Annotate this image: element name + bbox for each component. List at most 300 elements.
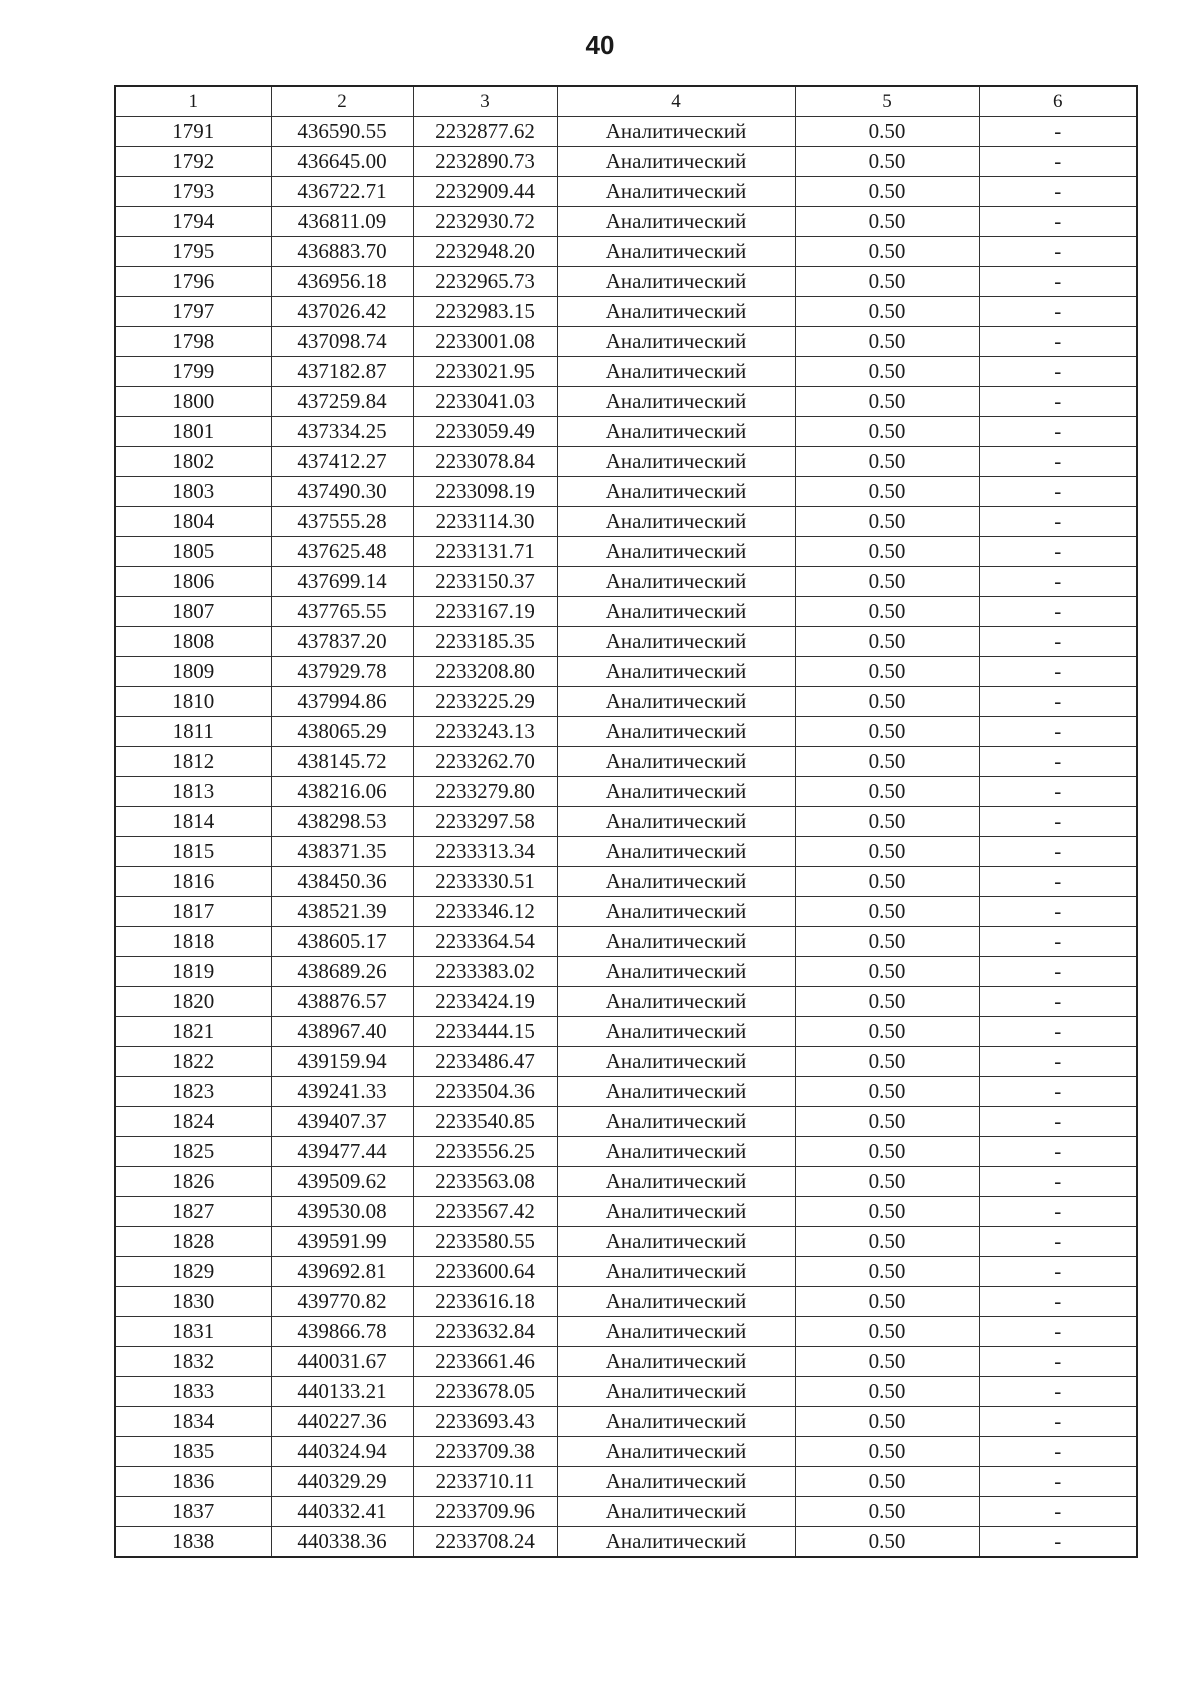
accuracy-cell: 0.50 — [795, 1257, 979, 1287]
y-coordinate-cell: 2233632.84 — [413, 1317, 557, 1347]
accuracy-cell: 0.50 — [795, 957, 979, 987]
table-row — [115, 297, 1137, 327]
accuracy-cell: 0.50 — [795, 687, 979, 717]
method-cell: Аналитический — [557, 1497, 795, 1527]
method-cell: Аналитический — [557, 297, 795, 327]
accuracy-cell: 0.50 — [795, 927, 979, 957]
table-row — [115, 567, 1137, 597]
method-cell: Аналитический — [557, 1197, 795, 1227]
table-row — [115, 687, 1137, 717]
table-row — [115, 1137, 1137, 1167]
x-coordinate-cell: 438065.29 — [271, 717, 413, 747]
method-cell: Аналитический — [557, 1467, 795, 1497]
point-number-cell: 1811 — [115, 717, 271, 747]
point-number-cell: 1828 — [115, 1227, 271, 1257]
table-row — [115, 807, 1137, 837]
point-number-cell: 1800 — [115, 387, 271, 417]
y-coordinate-cell: 2233563.08 — [413, 1167, 557, 1197]
method-cell: Аналитический — [557, 1527, 795, 1558]
point-number-cell: 1805 — [115, 537, 271, 567]
note-cell: - — [979, 237, 1137, 267]
note-cell: - — [979, 1407, 1137, 1437]
y-coordinate-cell: 2233678.05 — [413, 1377, 557, 1407]
y-coordinate-cell: 2233001.08 — [413, 327, 557, 357]
method-cell: Аналитический — [557, 1347, 795, 1377]
point-number-cell: 1833 — [115, 1377, 271, 1407]
note-cell: - — [979, 1287, 1137, 1317]
x-coordinate-cell: 439241.33 — [271, 1077, 413, 1107]
point-number-cell: 1804 — [115, 507, 271, 537]
note-cell: - — [979, 897, 1137, 927]
table-row — [115, 1287, 1137, 1317]
note-cell: - — [979, 207, 1137, 237]
point-number-cell: 1832 — [115, 1347, 271, 1377]
note-cell: - — [979, 927, 1137, 957]
note-cell: - — [979, 957, 1137, 987]
accuracy-cell: 0.50 — [795, 1317, 979, 1347]
method-cell: Аналитический — [557, 477, 795, 507]
accuracy-cell: 0.50 — [795, 1527, 979, 1558]
method-cell: Аналитический — [557, 267, 795, 297]
accuracy-cell: 0.50 — [795, 117, 979, 147]
point-number-cell: 1814 — [115, 807, 271, 837]
table-row — [115, 717, 1137, 747]
x-coordinate-cell: 438521.39 — [271, 897, 413, 927]
x-coordinate-cell: 437837.20 — [271, 627, 413, 657]
method-cell: Аналитический — [557, 987, 795, 1017]
method-cell: Аналитический — [557, 1377, 795, 1407]
method-cell: Аналитический — [557, 177, 795, 207]
x-coordinate-cell: 437625.48 — [271, 537, 413, 567]
x-coordinate-cell: 438605.17 — [271, 927, 413, 957]
accuracy-cell: 0.50 — [795, 447, 979, 477]
note-cell: - — [979, 1527, 1137, 1558]
method-cell: Аналитический — [557, 597, 795, 627]
note-cell: - — [979, 717, 1137, 747]
method-cell: Аналитический — [557, 657, 795, 687]
note-cell: - — [979, 417, 1137, 447]
column-header-2: 2 — [271, 86, 413, 117]
x-coordinate-cell: 438876.57 — [271, 987, 413, 1017]
note-cell: - — [979, 1107, 1137, 1137]
note-cell: - — [979, 1317, 1137, 1347]
note-cell: - — [979, 867, 1137, 897]
accuracy-cell: 0.50 — [795, 1197, 979, 1227]
note-cell: - — [979, 1227, 1137, 1257]
y-coordinate-cell: 2233041.03 — [413, 387, 557, 417]
page-number: 40 — [585, 30, 615, 60]
point-number-cell: 1810 — [115, 687, 271, 717]
x-coordinate-cell: 437412.27 — [271, 447, 413, 477]
method-cell: Аналитический — [557, 537, 795, 567]
accuracy-cell: 0.50 — [795, 267, 979, 297]
accuracy-cell: 0.50 — [795, 207, 979, 237]
point-number-cell: 1798 — [115, 327, 271, 357]
accuracy-cell: 0.50 — [795, 1017, 979, 1047]
note-cell: - — [979, 507, 1137, 537]
table-row — [115, 657, 1137, 687]
y-coordinate-cell: 2232877.62 — [413, 117, 557, 147]
table-row — [115, 597, 1137, 627]
y-coordinate-cell: 2232890.73 — [413, 147, 557, 177]
x-coordinate-cell: 436956.18 — [271, 267, 413, 297]
point-number-cell: 1796 — [115, 267, 271, 297]
note-cell: - — [979, 1257, 1137, 1287]
y-coordinate-cell: 2233313.34 — [413, 837, 557, 867]
method-cell: Аналитический — [557, 1167, 795, 1197]
accuracy-cell: 0.50 — [795, 597, 979, 627]
x-coordinate-cell: 440324.94 — [271, 1437, 413, 1467]
x-coordinate-cell: 437098.74 — [271, 327, 413, 357]
y-coordinate-cell: 2233243.13 — [413, 717, 557, 747]
table-row — [115, 477, 1137, 507]
method-cell: Аналитический — [557, 1317, 795, 1347]
accuracy-cell: 0.50 — [795, 1407, 979, 1437]
accuracy-cell: 0.50 — [795, 837, 979, 867]
table-body — [115, 117, 1137, 1558]
note-cell: - — [979, 477, 1137, 507]
accuracy-cell: 0.50 — [795, 147, 979, 177]
y-coordinate-cell: 2233580.55 — [413, 1227, 557, 1257]
x-coordinate-cell: 440031.67 — [271, 1347, 413, 1377]
y-coordinate-cell: 2233346.12 — [413, 897, 557, 927]
method-cell: Аналитический — [557, 1437, 795, 1467]
table-row — [115, 1197, 1137, 1227]
table-row — [115, 1377, 1137, 1407]
accuracy-cell: 0.50 — [795, 417, 979, 447]
x-coordinate-cell: 437334.25 — [271, 417, 413, 447]
point-number-cell: 1822 — [115, 1047, 271, 1077]
accuracy-cell: 0.50 — [795, 477, 979, 507]
point-number-cell: 1830 — [115, 1287, 271, 1317]
table-row — [115, 267, 1137, 297]
x-coordinate-cell: 439530.08 — [271, 1197, 413, 1227]
table-row — [115, 177, 1137, 207]
x-coordinate-cell: 439477.44 — [271, 1137, 413, 1167]
point-number-cell: 1808 — [115, 627, 271, 657]
note-cell: - — [979, 687, 1137, 717]
y-coordinate-cell: 2233556.25 — [413, 1137, 557, 1167]
note-cell: - — [979, 177, 1137, 207]
y-coordinate-cell: 2233021.95 — [413, 357, 557, 387]
accuracy-cell: 0.50 — [795, 987, 979, 1017]
table-row — [115, 867, 1137, 897]
method-cell: Аналитический — [557, 1077, 795, 1107]
accuracy-cell: 0.50 — [795, 387, 979, 417]
method-cell: Аналитический — [557, 417, 795, 447]
point-number-cell: 1797 — [115, 297, 271, 327]
point-number-cell: 1812 — [115, 747, 271, 777]
table-row — [115, 117, 1137, 147]
method-cell: Аналитический — [557, 1137, 795, 1167]
accuracy-cell: 0.50 — [795, 1497, 979, 1527]
table-row — [115, 627, 1137, 657]
method-cell: Аналитический — [557, 117, 795, 147]
point-number-cell: 1829 — [115, 1257, 271, 1287]
table-row — [115, 927, 1137, 957]
y-coordinate-cell: 2233330.51 — [413, 867, 557, 897]
y-coordinate-cell: 2233444.15 — [413, 1017, 557, 1047]
table-row — [115, 387, 1137, 417]
table-row — [115, 1497, 1137, 1527]
y-coordinate-cell: 2232909.44 — [413, 177, 557, 207]
accuracy-cell: 0.50 — [795, 1347, 979, 1377]
point-number-cell: 1818 — [115, 927, 271, 957]
y-coordinate-cell: 2233297.58 — [413, 807, 557, 837]
accuracy-cell: 0.50 — [795, 507, 979, 537]
table-row — [115, 987, 1137, 1017]
table-row — [115, 1527, 1137, 1558]
accuracy-cell: 0.50 — [795, 897, 979, 927]
column-header-1: 1 — [115, 86, 271, 117]
point-number-cell: 1809 — [115, 657, 271, 687]
x-coordinate-cell: 440227.36 — [271, 1407, 413, 1437]
x-coordinate-cell: 437259.84 — [271, 387, 413, 417]
table-row — [115, 417, 1137, 447]
note-cell: - — [979, 777, 1137, 807]
x-coordinate-cell: 437026.42 — [271, 297, 413, 327]
x-coordinate-cell: 436883.70 — [271, 237, 413, 267]
method-cell: Аналитический — [557, 507, 795, 537]
method-cell: Аналитический — [557, 1047, 795, 1077]
method-cell: Аналитический — [557, 837, 795, 867]
point-number-cell: 1835 — [115, 1437, 271, 1467]
accuracy-cell: 0.50 — [795, 867, 979, 897]
y-coordinate-cell: 2233150.37 — [413, 567, 557, 597]
note-cell: - — [979, 1377, 1137, 1407]
x-coordinate-cell: 437994.86 — [271, 687, 413, 717]
y-coordinate-cell: 2233424.19 — [413, 987, 557, 1017]
y-coordinate-cell: 2233540.85 — [413, 1107, 557, 1137]
y-coordinate-cell: 2233600.64 — [413, 1257, 557, 1287]
accuracy-cell: 0.50 — [795, 237, 979, 267]
x-coordinate-cell: 438450.36 — [271, 867, 413, 897]
point-number-cell: 1823 — [115, 1077, 271, 1107]
accuracy-cell: 0.50 — [795, 567, 979, 597]
x-coordinate-cell: 436722.71 — [271, 177, 413, 207]
x-coordinate-cell: 437490.30 — [271, 477, 413, 507]
note-cell: - — [979, 627, 1137, 657]
point-number-cell: 1801 — [115, 417, 271, 447]
method-cell: Аналитический — [557, 327, 795, 357]
point-number-cell: 1824 — [115, 1107, 271, 1137]
column-header-4: 4 — [557, 86, 795, 117]
point-number-cell: 1799 — [115, 357, 271, 387]
y-coordinate-cell: 2233710.11 — [413, 1467, 557, 1497]
note-cell: - — [979, 387, 1137, 417]
note-cell: - — [979, 657, 1137, 687]
note-cell: - — [979, 1197, 1137, 1227]
point-number-cell: 1794 — [115, 207, 271, 237]
x-coordinate-cell: 438371.35 — [271, 837, 413, 867]
note-cell: - — [979, 987, 1137, 1017]
method-cell: Аналитический — [557, 777, 795, 807]
method-cell: Аналитический — [557, 1107, 795, 1137]
table-row — [115, 1167, 1137, 1197]
x-coordinate-cell: 438145.72 — [271, 747, 413, 777]
point-number-cell: 1834 — [115, 1407, 271, 1437]
x-coordinate-cell: 439159.94 — [271, 1047, 413, 1077]
y-coordinate-cell: 2233693.43 — [413, 1407, 557, 1437]
accuracy-cell: 0.50 — [795, 777, 979, 807]
method-cell: Аналитический — [557, 1227, 795, 1257]
point-number-cell: 1821 — [115, 1017, 271, 1047]
point-number-cell: 1803 — [115, 477, 271, 507]
point-number-cell: 1819 — [115, 957, 271, 987]
y-coordinate-cell: 2232930.72 — [413, 207, 557, 237]
x-coordinate-cell: 436811.09 — [271, 207, 413, 237]
accuracy-cell: 0.50 — [795, 327, 979, 357]
method-cell: Аналитический — [557, 1017, 795, 1047]
note-cell: - — [979, 1017, 1137, 1047]
accuracy-cell: 0.50 — [795, 657, 979, 687]
point-number-cell: 1815 — [115, 837, 271, 867]
accuracy-cell: 0.50 — [795, 1137, 979, 1167]
note-cell: - — [979, 537, 1137, 567]
accuracy-cell: 0.50 — [795, 297, 979, 327]
note-cell: - — [979, 807, 1137, 837]
x-coordinate-cell: 437765.55 — [271, 597, 413, 627]
note-cell: - — [979, 1497, 1137, 1527]
table-row — [115, 897, 1137, 927]
method-cell: Аналитический — [557, 927, 795, 957]
method-cell: Аналитический — [557, 207, 795, 237]
y-coordinate-cell: 2233131.71 — [413, 537, 557, 567]
y-coordinate-cell: 2232948.20 — [413, 237, 557, 267]
table-row — [115, 1077, 1137, 1107]
y-coordinate-cell: 2232983.15 — [413, 297, 557, 327]
point-number-cell: 1813 — [115, 777, 271, 807]
y-coordinate-cell: 2233114.30 — [413, 507, 557, 537]
x-coordinate-cell: 437699.14 — [271, 567, 413, 597]
accuracy-cell: 0.50 — [795, 357, 979, 387]
note-cell: - — [979, 327, 1137, 357]
table-row — [115, 1407, 1137, 1437]
y-coordinate-cell: 2233486.47 — [413, 1047, 557, 1077]
x-coordinate-cell: 439591.99 — [271, 1227, 413, 1257]
point-number-cell: 1816 — [115, 867, 271, 897]
y-coordinate-cell: 2233383.02 — [413, 957, 557, 987]
y-coordinate-cell: 2233567.42 — [413, 1197, 557, 1227]
y-coordinate-cell: 2233098.19 — [413, 477, 557, 507]
point-number-cell: 1793 — [115, 177, 271, 207]
table-row — [115, 777, 1137, 807]
note-cell: - — [979, 1167, 1137, 1197]
point-number-cell: 1802 — [115, 447, 271, 477]
x-coordinate-cell: 437929.78 — [271, 657, 413, 687]
table-row — [115, 1467, 1137, 1497]
accuracy-cell: 0.50 — [795, 177, 979, 207]
point-number-cell: 1792 — [115, 147, 271, 177]
method-cell: Аналитический — [557, 357, 795, 387]
accuracy-cell: 0.50 — [795, 807, 979, 837]
method-cell: Аналитический — [557, 1407, 795, 1437]
accuracy-cell: 0.50 — [795, 1287, 979, 1317]
y-coordinate-cell: 2233661.46 — [413, 1347, 557, 1377]
table-row — [115, 147, 1137, 177]
coordinates-table — [114, 85, 1138, 1558]
accuracy-cell: 0.50 — [795, 747, 979, 777]
y-coordinate-cell: 2233262.70 — [413, 747, 557, 777]
y-coordinate-cell: 2233059.49 — [413, 417, 557, 447]
table-row — [115, 1017, 1137, 1047]
table-row — [115, 837, 1137, 867]
x-coordinate-cell: 439692.81 — [271, 1257, 413, 1287]
y-coordinate-cell: 2233167.19 — [413, 597, 557, 627]
x-coordinate-cell: 438216.06 — [271, 777, 413, 807]
point-number-cell: 1836 — [115, 1467, 271, 1497]
accuracy-cell: 0.50 — [795, 1167, 979, 1197]
y-coordinate-cell: 2233185.35 — [413, 627, 557, 657]
y-coordinate-cell: 2233616.18 — [413, 1287, 557, 1317]
method-cell: Аналитический — [557, 807, 795, 837]
note-cell: - — [979, 267, 1137, 297]
y-coordinate-cell: 2233708.24 — [413, 1527, 557, 1558]
method-cell: Аналитический — [557, 627, 795, 657]
accuracy-cell: 0.50 — [795, 627, 979, 657]
note-cell: - — [979, 447, 1137, 477]
x-coordinate-cell: 438689.26 — [271, 957, 413, 987]
table-row — [115, 237, 1137, 267]
note-cell: - — [979, 117, 1137, 147]
note-cell: - — [979, 567, 1137, 597]
table-row — [115, 327, 1137, 357]
point-number-cell: 1807 — [115, 597, 271, 627]
point-number-cell: 1795 — [115, 237, 271, 267]
table-row — [115, 1347, 1137, 1377]
note-cell: - — [979, 597, 1137, 627]
accuracy-cell: 0.50 — [795, 1437, 979, 1467]
y-coordinate-cell: 2233709.38 — [413, 1437, 557, 1467]
y-coordinate-cell: 2233208.80 — [413, 657, 557, 687]
method-cell: Аналитический — [557, 447, 795, 477]
note-cell: - — [979, 297, 1137, 327]
x-coordinate-cell: 436590.55 — [271, 117, 413, 147]
column-header-5: 5 — [795, 86, 979, 117]
method-cell: Аналитический — [557, 957, 795, 987]
x-coordinate-cell: 438298.53 — [271, 807, 413, 837]
point-number-cell: 1806 — [115, 567, 271, 597]
x-coordinate-cell: 436645.00 — [271, 147, 413, 177]
accuracy-cell: 0.50 — [795, 1467, 979, 1497]
method-cell: Аналитический — [557, 867, 795, 897]
note-cell: - — [979, 1347, 1137, 1377]
table-row — [115, 1107, 1137, 1137]
table-row — [115, 537, 1137, 567]
method-cell: Аналитический — [557, 897, 795, 927]
y-coordinate-cell: 2233364.54 — [413, 927, 557, 957]
note-cell: - — [979, 1437, 1137, 1467]
x-coordinate-cell: 440329.29 — [271, 1467, 413, 1497]
method-cell: Аналитический — [557, 237, 795, 267]
accuracy-cell: 0.50 — [795, 1377, 979, 1407]
x-coordinate-cell: 437182.87 — [271, 357, 413, 387]
accuracy-cell: 0.50 — [795, 1227, 979, 1257]
x-coordinate-cell: 439509.62 — [271, 1167, 413, 1197]
method-cell: Аналитический — [557, 387, 795, 417]
table-row — [115, 507, 1137, 537]
point-number-cell: 1837 — [115, 1497, 271, 1527]
x-coordinate-cell: 439866.78 — [271, 1317, 413, 1347]
note-cell: - — [979, 1047, 1137, 1077]
note-cell: - — [979, 747, 1137, 777]
y-coordinate-cell: 2233225.29 — [413, 687, 557, 717]
point-number-cell: 1826 — [115, 1167, 271, 1197]
method-cell: Аналитический — [557, 567, 795, 597]
x-coordinate-cell: 440338.36 — [271, 1527, 413, 1558]
note-cell: - — [979, 1137, 1137, 1167]
method-cell: Аналитический — [557, 1287, 795, 1317]
